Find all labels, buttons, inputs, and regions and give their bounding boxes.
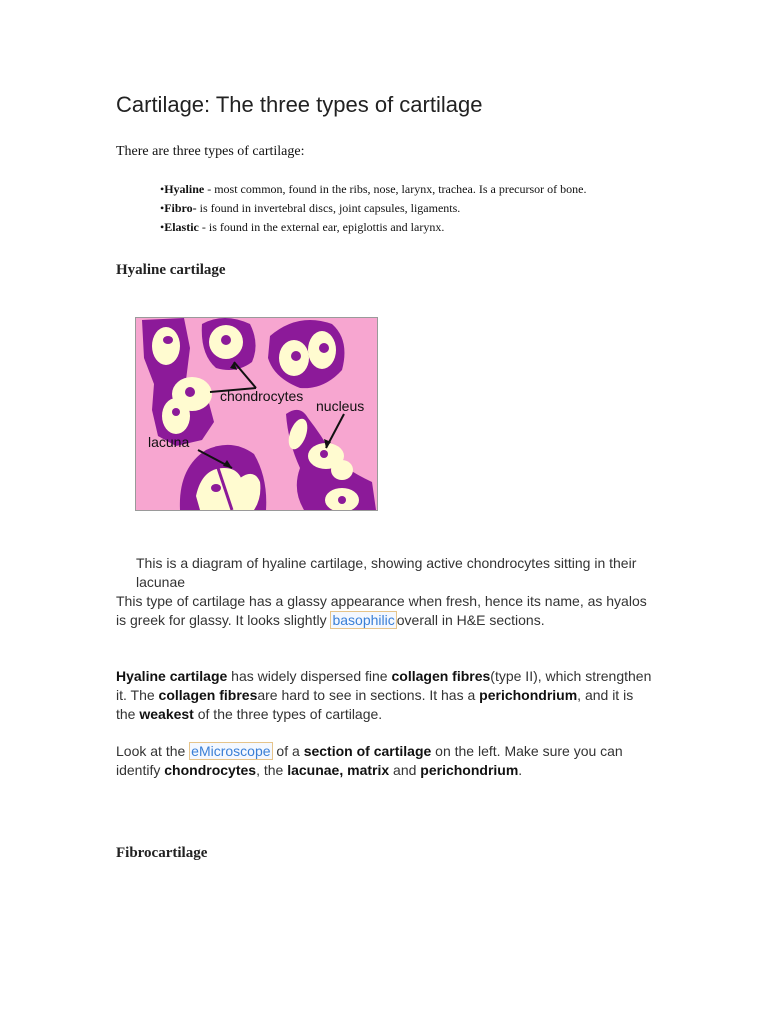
bold-term: Hyaline cartilage (116, 668, 228, 684)
bold-term: collagen fibres (391, 668, 491, 684)
bold-term: section of cartilage (303, 743, 432, 759)
bullet: • (160, 220, 165, 234)
bold-term: lacunae, matrix (287, 762, 390, 778)
figure-caption: This is a diagram of hyaline cartilage, showing active chondrocytes sitting in their lacunae (136, 555, 637, 590)
paragraph-emicroscope (116, 742, 656, 780)
hyaline-heading: Hyaline cartilage (116, 262, 226, 278)
bullet: • (160, 201, 165, 215)
lacuna (152, 327, 180, 365)
text: of a (272, 743, 304, 759)
basophilic-link[interactable]: basophilic (332, 612, 395, 628)
paragraph-hyaline-properties (116, 667, 656, 724)
nucleus (211, 484, 221, 492)
type-desc: - is found in the external ear, epiglottis and larynx. (198, 220, 445, 234)
text: of the three types of cartilage. (193, 706, 383, 722)
page-title: Cartilage: The three types of cartilage (116, 92, 483, 117)
nucleus (320, 450, 328, 458)
type-desc: - most common, found in the ribs, nose, larynx, trachea. Is a precursor of bone. (204, 182, 587, 196)
list-item-fibro (160, 199, 586, 218)
paragraph-glassy (116, 592, 656, 630)
list-item-hyaline (160, 180, 586, 199)
label-nucleus: nucleus (316, 398, 365, 414)
nucleus (291, 351, 301, 361)
text: , and it is the (116, 687, 634, 722)
text: on the left. Make sure you can identify (116, 743, 623, 778)
text: This type of cartilage has a glassy appearance when fresh, hence its name, as hyalos is greek for glassy. It looks slightly (116, 593, 647, 628)
nucleus (185, 387, 195, 397)
label-chondrocytes: chondrocytes (220, 388, 304, 404)
nucleus (172, 408, 180, 416)
nucleus (319, 343, 329, 353)
text: (type II), which strengthen it. The (116, 668, 652, 703)
emicroscope-link[interactable]: eMicroscope (191, 743, 271, 759)
bold-term: perichondrium (479, 687, 578, 703)
text: has widely dispersed fine (227, 668, 392, 684)
diagram-svg (136, 318, 377, 510)
fibrocartilage-heading: Fibrocartilage (116, 845, 208, 861)
text: , the (256, 762, 288, 778)
bold-term: collagen fibres (158, 687, 258, 703)
lacuna (331, 460, 353, 480)
nucleus (163, 336, 173, 344)
intro-text: There are three types of cartilage: (116, 144, 305, 159)
bullet: • (160, 182, 165, 196)
bold-term: perichondrium (420, 762, 519, 778)
nucleus (221, 335, 231, 345)
bold-term: weakest (139, 706, 194, 722)
text: are hard to see in sections. It has a (257, 687, 480, 703)
bold-term: chondrocytes (164, 762, 257, 778)
list-item-elastic (160, 218, 586, 237)
cartilage-types-list (160, 180, 586, 237)
type-name: Hyaline (164, 182, 205, 196)
type-name: Fibro- (164, 201, 197, 215)
nucleus (338, 496, 346, 504)
label-lacuna: lacuna (148, 434, 190, 450)
text: Look at the (116, 743, 190, 759)
hyaline-cartilage-diagram (135, 317, 378, 511)
text: and (389, 762, 421, 778)
text: . (518, 762, 523, 778)
text: overall in H&E sections. (396, 612, 545, 628)
type-name: Elastic (164, 220, 199, 234)
type-desc: is found in invertebral discs, joint capsules, ligaments. (196, 201, 461, 215)
